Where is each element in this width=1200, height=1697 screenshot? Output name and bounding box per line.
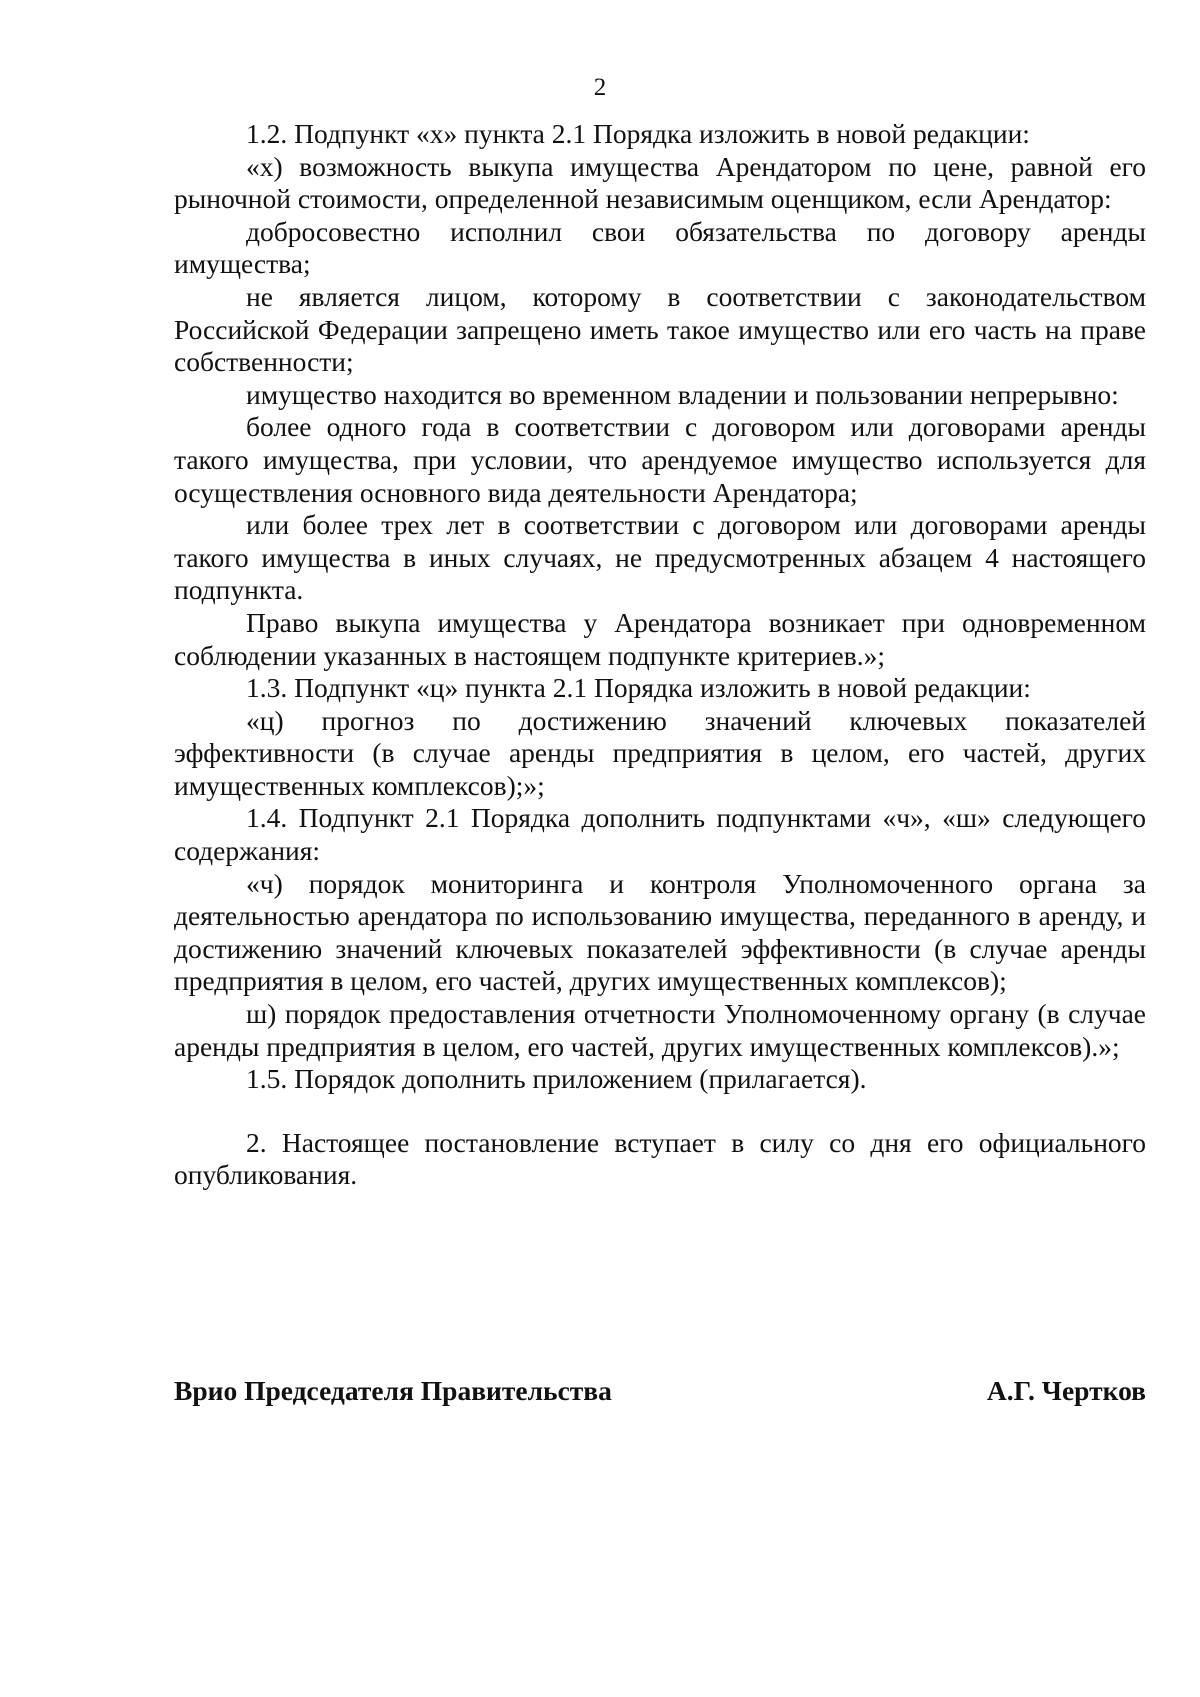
paragraph-condition-obligations: добросовестно исполнил свои обязательства по договору аренды имущества; — [174, 215, 1146, 280]
paragraph-1-5: 1.5. Порядок дополнить приложением (прилагается). — [246, 1063, 867, 1095]
signatory-name: А.Г. Чертков — [986, 1375, 1146, 1406]
paragraph-1-4-heading: 1.4. Подпункт 2.1 Порядка дополнить подпунктами «ч», «ш» следующего содержания: — [174, 802, 1146, 867]
paragraph-subitem-ch: «ч) порядок мониторинга и контроля Уполномоченного органа за деятельностью арендатора по использованию имущества, переданного в аренду, и достижению значений ключевых показателей эффективности (в случае аренды предприятия в целом, его частей, других имущественных комплексов); — [174, 867, 1146, 997]
document-body — [174, 118, 1146, 1192]
paragraph-subitem-ts: «ц) прогноз по достижению значений ключевых показателей эффективности (в случае аренды предприятия в целом, его частей, других имущественных комплексов);»; — [174, 704, 1146, 801]
paragraph-condition-possession: имущество находится во временном владении и пользовании непрерывно: — [246, 378, 1119, 410]
paragraph-subitem-sh: ш) порядок предоставления отчетности Уполномоченному органу (в случае аренды предприятия в целом, его частей, других имущественных комплексов).»; — [174, 998, 1146, 1062]
signature-block — [174, 1375, 1146, 1407]
page-number: 2 — [593, 74, 607, 101]
paragraph-1-3-heading: 1.3. Подпункт «ц» пункта 2.1 Порядка изложить в новой редакции: — [246, 672, 1031, 704]
paragraph-more-than-three-years: или более трех лет в соответствии с договором или договорами аренды такого имущества в иных случаях, не предусмотренных абзацем 4 настоящего подпункта. — [174, 509, 1146, 606]
paragraph-2-effective-date: 2. Настоящее постановление вступает в силу со дня его официального опубликования. — [174, 1126, 1146, 1191]
paragraph-more-than-one-year: более одного года в соответствии с договором или договорами аренды такого имущества, при условии, что арендуемое имущество используется для осуществления основного вида деятельности Арендатора; — [174, 411, 1146, 508]
paragraph-buyout-right: Право выкупа имущества у Арендатора возникает при одновременном соблюдении указанных в настоящем подпункте критериев.»; — [174, 606, 1146, 671]
paragraph-1-2-heading: 1.2. Подпункт «х» пункта 2.1 Порядка изложить в новой редакции: — [246, 118, 1030, 149]
paragraph-condition-not-prohibited: не является лицом, которому в соответствии с законодательством Российской Федерации запрещено иметь такое имущество или его часть на праве собственности; — [174, 280, 1146, 378]
paragraph-subitem-x: «х) возможность выкупа имущества Арендатором по цене, равной его рыночной стоимости, определенной независимым оценщиком, если Арендатор: — [174, 150, 1146, 215]
signatory-position: Врио Председателя Правительства — [174, 1375, 612, 1406]
